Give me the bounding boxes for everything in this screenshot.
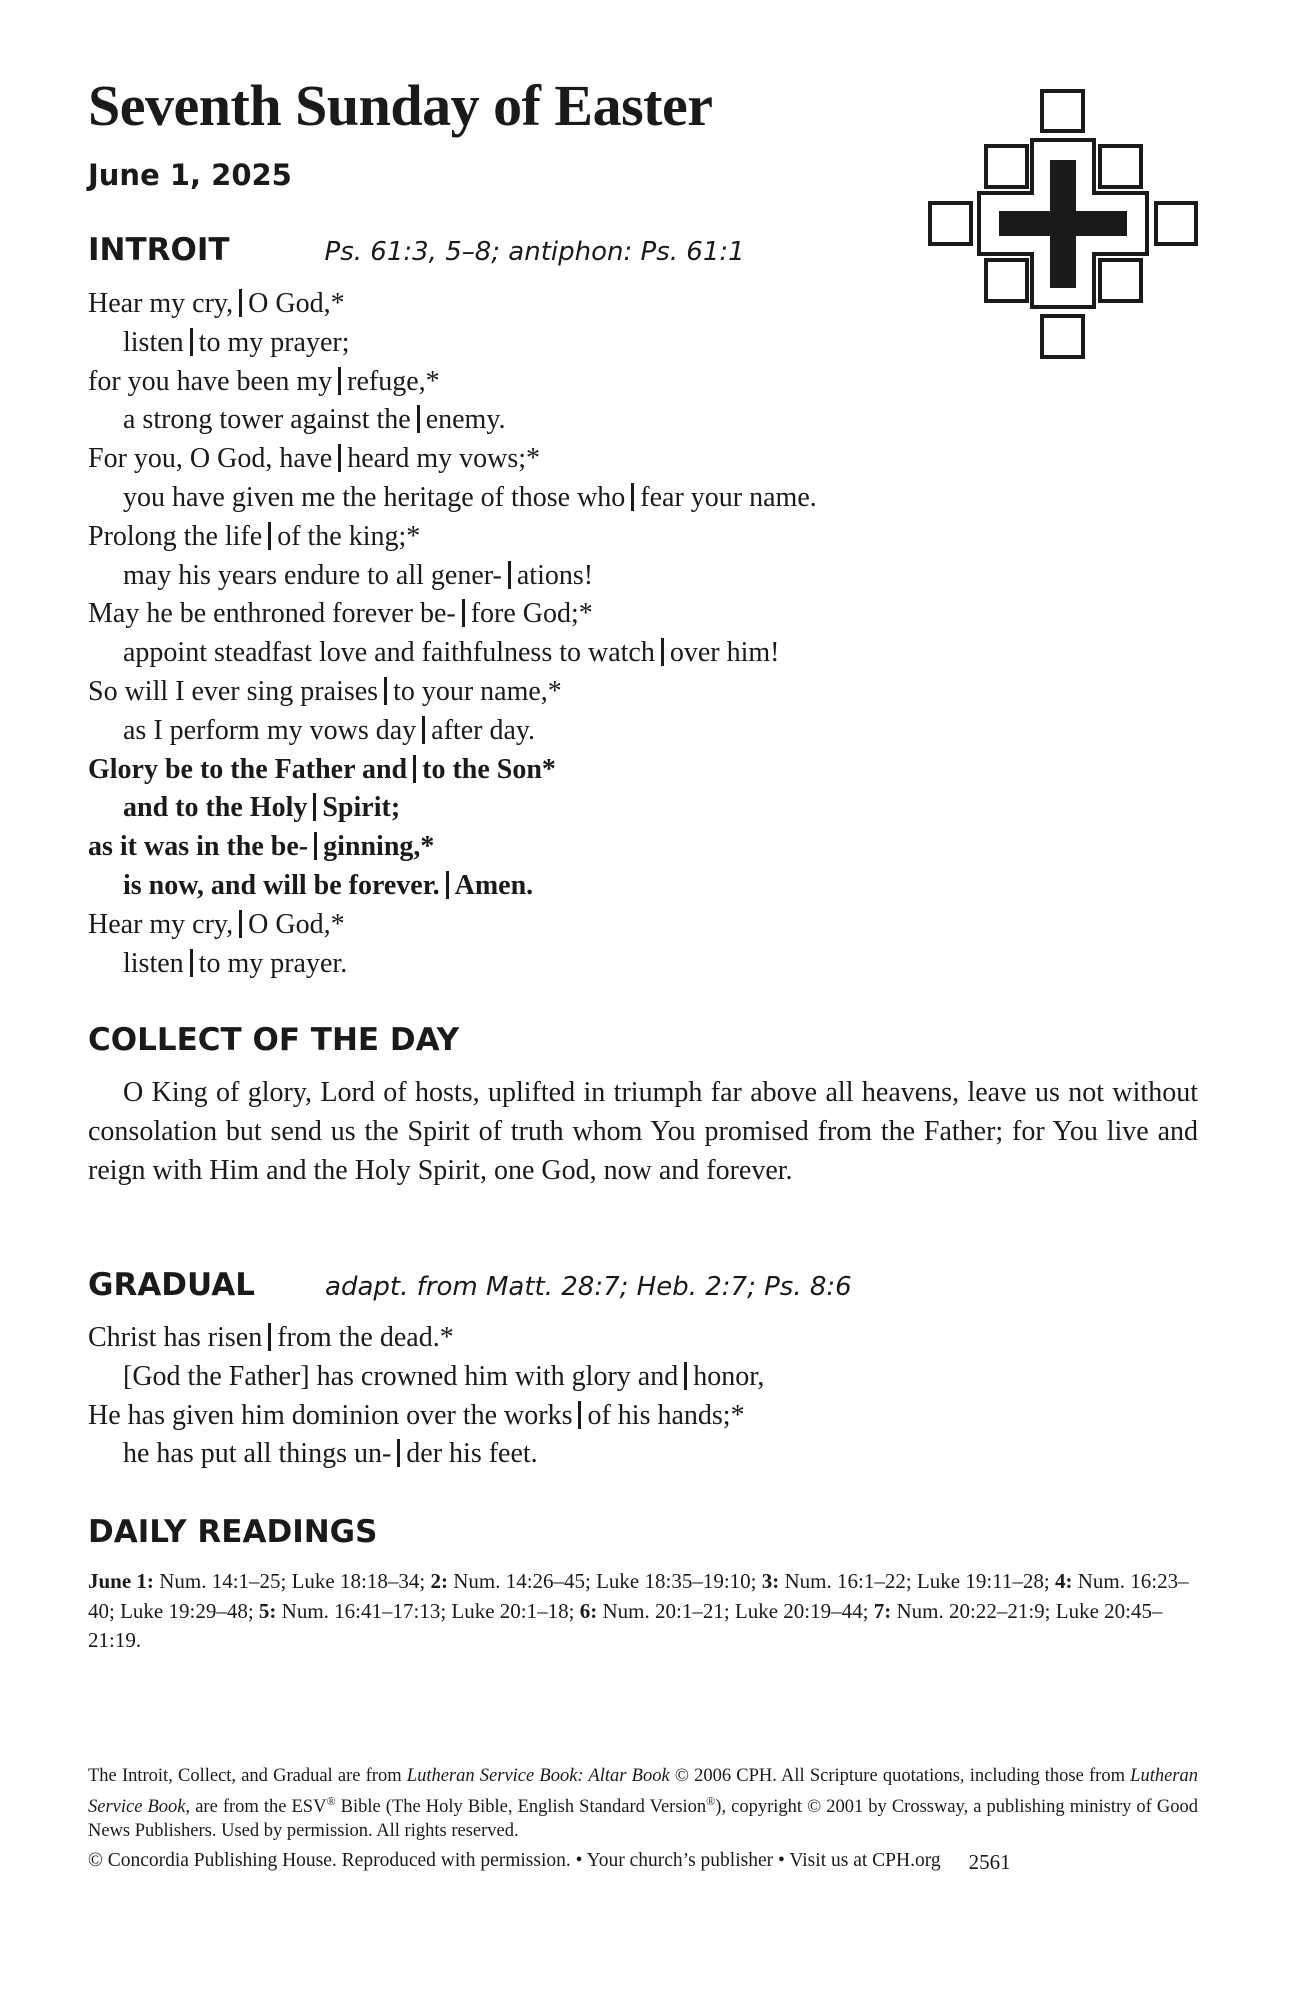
- verse-second-half: enemy.: [425, 404, 506, 436]
- verse-line: [88, 906, 817, 945]
- verse-second-half: fear your name.: [640, 481, 817, 513]
- pointing-bar: [314, 832, 317, 860]
- pointing-bar: [422, 716, 425, 744]
- reading-refs: Num. 14:26–45; Luke 18:35–19:10;: [447, 1569, 762, 1593]
- verse-line: [88, 285, 817, 324]
- collect-text: O King of glory, Lord of hosts, uplifted in triumph far above all heavens, leave us not without consolation but send us the Spirit of truth whom You promised from the Father; for You live and reign with Him and the Holy Spirit, one God, now and forever.: [88, 1077, 1198, 1186]
- verse-first-half: may his years endure to all gener-: [123, 559, 502, 591]
- verse-first-half: [God the Father] has crowned him with glory and: [123, 1360, 679, 1392]
- verse-line: [88, 828, 817, 867]
- verse-line: [88, 1397, 764, 1436]
- notice-text-3: , are from the ESV: [185, 1796, 327, 1817]
- verse-line: [88, 595, 817, 634]
- reading-day: 6:: [579, 1598, 598, 1623]
- verse-second-half: O God,*: [248, 908, 345, 940]
- introit-heading: [88, 232, 745, 268]
- pointing-bar: [313, 793, 316, 821]
- footer: [88, 1850, 1198, 1875]
- verse-line: [88, 673, 817, 712]
- verse-first-half: appoint steadfast love and faithfulness to watch: [123, 637, 655, 669]
- notice-text-5: ), copyright © 2001 by Crossway, a publishing ministry of Good News Publishers. Used by permission. All rights reserved.: [88, 1796, 1199, 1842]
- verse-second-half: to my prayer;: [198, 326, 350, 358]
- verse-second-half: to the Son*: [422, 753, 556, 785]
- verse-first-half: Hear my cry,: [88, 908, 234, 940]
- copyright-notice: [88, 1764, 1198, 1844]
- verse-first-half: For you, O God, have: [88, 443, 333, 475]
- service-date: June 1, 2025: [88, 158, 292, 192]
- daily-readings-list: [88, 1567, 1198, 1656]
- introit-reference: Ps. 61:3, 5–8; antiphon: Ps. 61:1: [324, 237, 745, 267]
- reading-refs: Num. 16:41–17:13; Luke 20:1–18;: [276, 1598, 580, 1623]
- verse-second-half: der his feet.: [406, 1438, 538, 1470]
- verse-line: [88, 712, 817, 751]
- verse-line: [88, 363, 817, 402]
- verse-line: [88, 945, 817, 984]
- collect-heading: [88, 1022, 459, 1058]
- footer-credit: © Concordia Publishing House. Reproduced with permission. • Your church’s publisher • Visit us at CPH.org: [88, 1850, 941, 1871]
- verse-second-half: refuge,*: [347, 365, 440, 397]
- reading-day: 4:: [1054, 1569, 1073, 1593]
- verse-first-half: you have given me the heritage of those who: [123, 481, 626, 513]
- pointing-bar: [578, 1401, 581, 1429]
- gradual-title: GRADUAL: [88, 1267, 256, 1303]
- verse-first-half: and to the Holy: [123, 792, 308, 824]
- pointing-bar: [661, 638, 664, 666]
- verse-first-half: as it was in the be-: [88, 831, 309, 863]
- verse-first-half: is now, and will be forever.: [123, 869, 440, 901]
- verse-first-half: listen: [123, 947, 184, 979]
- page-number: 2561: [968, 1850, 1011, 1874]
- pointing-bar: [684, 1362, 687, 1390]
- verse-first-half: a strong tower against the: [123, 404, 411, 436]
- verse-line: [88, 518, 817, 557]
- reading-refs: Num. 20:1–21; Luke 20:19–44;: [597, 1598, 874, 1623]
- verse-second-half: to your name,*: [393, 675, 562, 707]
- collect-title: COLLECT OF THE DAY: [88, 1022, 460, 1058]
- verse-first-half: So will I ever sing praises: [88, 675, 379, 707]
- verse-line: [88, 324, 817, 363]
- verse-second-half: honor,: [693, 1360, 765, 1392]
- reading-day: 3:: [761, 1569, 780, 1593]
- notice-text-2: © 2006 CPH. All Scripture quotations, including those from: [669, 1766, 1131, 1786]
- verse-second-half: fore God;*: [470, 598, 593, 630]
- introit-title: INTROIT: [88, 232, 230, 268]
- verse-line: [88, 557, 817, 596]
- verse-first-half: May he be enthroned forever be-: [88, 598, 456, 630]
- pointing-bar: [268, 1323, 271, 1351]
- pointing-bar: [239, 289, 242, 317]
- verse-line: [88, 479, 817, 518]
- pointing-bar: [397, 1439, 400, 1467]
- verse-second-half: ations!: [516, 559, 594, 591]
- pointing-bar: [462, 599, 465, 627]
- verse-line: [88, 751, 817, 790]
- verse-first-half: for you have been my: [88, 365, 333, 397]
- pointing-bar: [338, 367, 341, 395]
- verse-first-half: listen: [123, 326, 184, 358]
- pointing-bar: [239, 910, 242, 938]
- notice-book-title-1: Lutheran Service Book: Altar Book: [406, 1766, 670, 1786]
- pointing-bar: [631, 483, 634, 511]
- reading-day: 2:: [430, 1569, 448, 1593]
- verse-first-half: Hear my cry,: [88, 288, 234, 319]
- gradual-reference: adapt. from Matt. 28:7; Heb. 2:7; Ps. 8:6: [325, 1272, 852, 1302]
- verse-first-half: as I perform my vows day: [123, 714, 417, 746]
- registered-mark: ®: [706, 1793, 716, 1808]
- verse-line: [88, 1358, 764, 1397]
- reading-refs: Num. 20:22–21:9; Luke 20:45–21:19.: [88, 1598, 1163, 1652]
- verse-line: [88, 440, 817, 479]
- notice-text-4: Bible (The Holy Bible, English Standard Version: [335, 1796, 707, 1817]
- verse-second-half: of the king;*: [277, 520, 421, 552]
- notice-book-title-2: Lutheran Service Book: [88, 1766, 1198, 1817]
- introit-text: [88, 285, 817, 983]
- daily-readings-title: DAILY READINGS: [88, 1514, 378, 1550]
- pointing-bar: [413, 755, 416, 783]
- verse-second-half: from the dead.*: [277, 1322, 454, 1353]
- verse-first-half: Prolong the life: [88, 520, 263, 552]
- pointing-bar: [190, 949, 193, 977]
- verse-second-half: to my prayer.: [198, 947, 348, 979]
- gradual-heading: [88, 1267, 852, 1303]
- verse-line: [88, 789, 817, 828]
- verse-line: [88, 634, 817, 673]
- pointing-bar: [190, 328, 193, 356]
- verse-first-half: He has given him dominion over the works: [88, 1399, 573, 1431]
- reading-refs: Num. 14:1–25; Luke 18:18–34;: [153, 1569, 431, 1593]
- reading-day: 5:: [258, 1598, 277, 1623]
- reading-refs: Num. 16:1–22; Luke 19:11–28;: [779, 1569, 1055, 1593]
- verse-second-half: O God,*: [248, 288, 345, 319]
- pointing-bar: [446, 871, 449, 899]
- reading-refs: Num. 16:23–40; Luke 19:29–48;: [88, 1569, 1189, 1623]
- gradual-text: [88, 1319, 764, 1474]
- registered-mark: ®: [326, 1793, 336, 1808]
- verse-second-half: of his hands;*: [587, 1399, 745, 1431]
- verse-first-half: Glory be to the Father and: [88, 753, 408, 785]
- pointing-bar: [268, 522, 271, 550]
- verse-second-half: Amen.: [454, 869, 534, 901]
- cross-with-squares-icon: [928, 88, 1198, 360]
- verse-line: [88, 401, 817, 440]
- verse-second-half: after day.: [431, 714, 536, 746]
- pointing-bar: [508, 561, 511, 589]
- verse-line: [88, 1319, 764, 1358]
- page-title: Seventh Sunday of Easter: [88, 73, 713, 138]
- verse-second-half: ginning,*: [323, 831, 435, 863]
- pointing-bar: [384, 677, 387, 705]
- verse-line: [88, 1435, 764, 1474]
- verse-second-half: Spirit;: [322, 792, 401, 824]
- reading-day: June 1:: [88, 1569, 154, 1593]
- verse-line: [88, 867, 817, 906]
- verse-first-half: Christ has risen: [88, 1322, 263, 1353]
- reading-day: 7:: [873, 1598, 892, 1623]
- pointing-bar: [338, 444, 341, 472]
- verse-second-half: heard my vows;*: [347, 443, 541, 475]
- pointing-bar: [417, 405, 420, 433]
- verse-second-half: over him!: [669, 637, 780, 669]
- verse-first-half: he has put all things un-: [123, 1438, 392, 1470]
- notice-text-1: The Introit, Collect, and Gradual are from: [88, 1766, 407, 1786]
- daily-readings-heading: [88, 1514, 377, 1550]
